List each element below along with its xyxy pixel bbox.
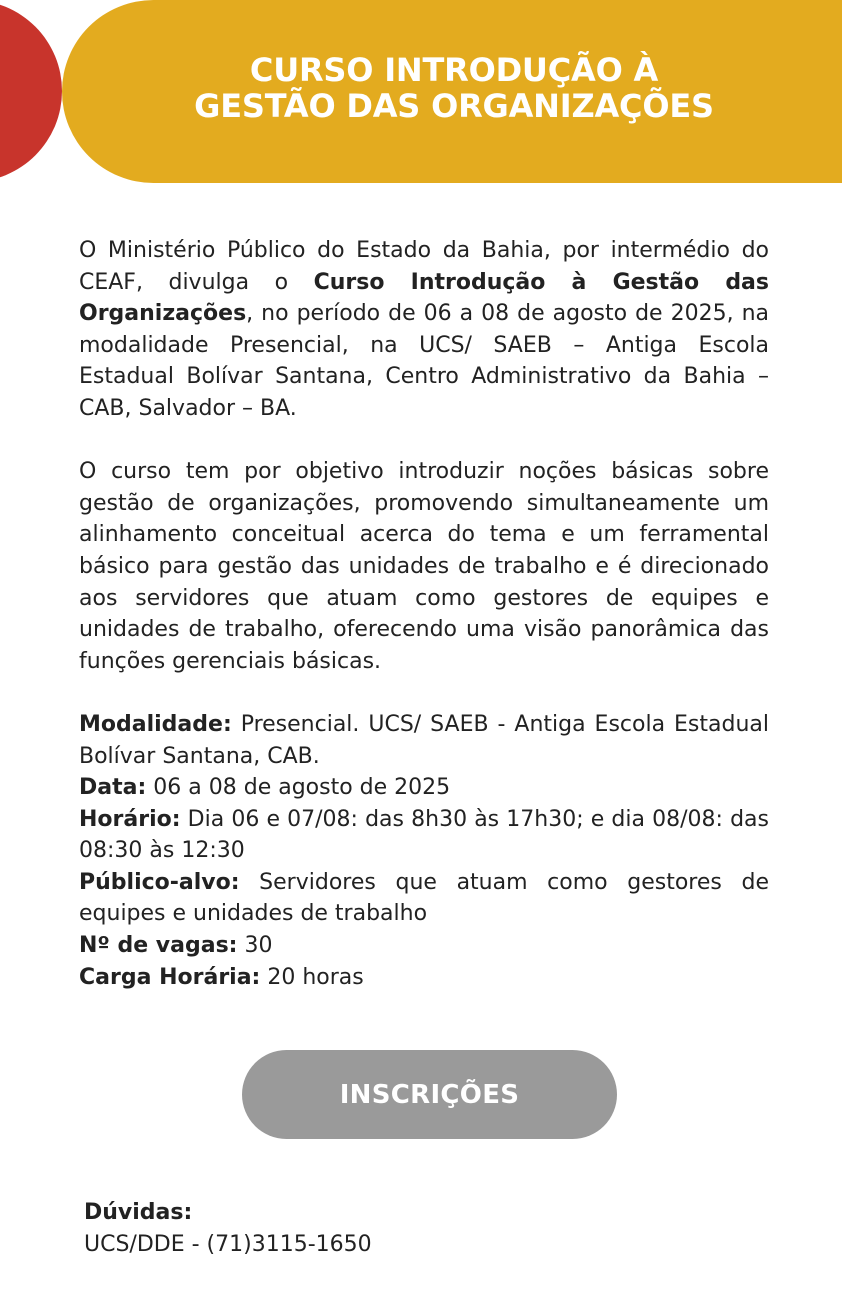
intro-paragraph <box>79 235 769 425</box>
course-name: Curso Introdução à Gestão das Organizações <box>79 269 770 327</box>
detail-vagas-label: Nº de vagas: <box>79 933 238 959</box>
detail-publico <box>79 867 769 930</box>
detail-modalidade <box>79 709 769 772</box>
intro-text-b: , no período de 06 a 08 de agosto de 2025, na modalidade Presencial, na UCS/ SAEB – Antiga Escola Estadual Bolívar Santana, Centro Administrativo da Bahia – CAB, Salvador – BA. <box>79 301 769 421</box>
detail-modalidade-value: Presencial. UCS/ SAEB - Antiga Escola Estadual Bolívar Santana, CAB. <box>79 711 769 769</box>
main-content <box>79 235 769 993</box>
objective-paragraph: O curso tem por objetivo introduzir noções básicas sobre gestão de organizações, promovendo simultaneamente um alinhamento conceitual acerca do tema e um ferramental básico para gestão das unidades de trabalho e é direcionado aos servidores que atuam como gestores de equipes e unidades de trabalho, oferecendo uma visão panorâmica das funções gerenciais básicas. <box>79 459 769 674</box>
intro-text-a: O Ministério Público do Estado da Bahia, por intermédio do CEAF, divulga o <box>79 238 769 295</box>
detail-carga <box>79 962 769 994</box>
decorative-red-circle <box>0 0 62 182</box>
detail-horario-value: Dia 06 e 07/08: das 8h30 às 17h30; e dia 08/08: das 08:30 às 12:30 <box>79 806 769 864</box>
detail-carga-value: 20 horas <box>260 964 364 990</box>
contact-value: UCS/DDE - (71)3115-1650 <box>84 1232 372 1257</box>
page-title-line-1: CURSO INTRODUÇÃO À <box>249 51 659 89</box>
contact-info <box>84 1197 584 1261</box>
detail-horario-label: Horário: <box>79 806 181 832</box>
detail-data-label: Data: <box>79 775 147 801</box>
detail-publico-value: Servidores que atuam como gestores de equipes e unidades de trabalho <box>79 869 769 927</box>
detail-carga-label: Carga Horária: <box>79 964 261 990</box>
detail-vagas-value: 30 <box>237 933 273 959</box>
detail-data-value: 06 a 08 de agosto de 2025 <box>146 775 451 801</box>
contact-label: Dúvidas: <box>84 1200 193 1225</box>
detail-publico-label: Público-alvo: <box>79 869 240 895</box>
page-title-line-2: GESTÃO DAS ORGANIZAÇÕES <box>194 87 714 125</box>
inscricoes-button[interactable]: INSCRIÇÕES <box>242 1050 617 1139</box>
page-title <box>120 52 788 124</box>
detail-data <box>79 772 769 804</box>
detail-vagas <box>79 930 769 962</box>
detail-horario <box>79 804 769 867</box>
detail-modalidade-label: Modalidade: <box>79 711 232 737</box>
